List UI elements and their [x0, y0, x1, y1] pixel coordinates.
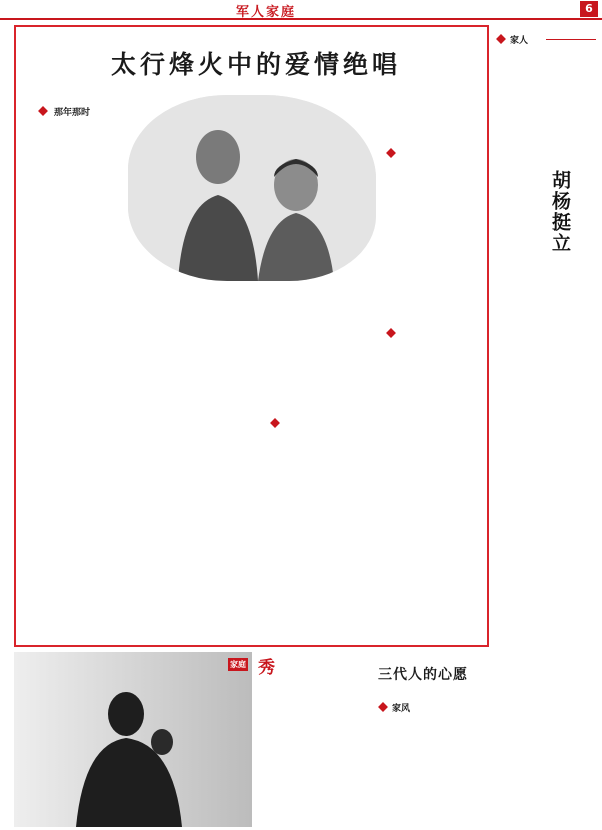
- lower-article-column-1: [322, 716, 460, 828]
- rail-poem-title: 胡杨挺立: [549, 170, 571, 254]
- article-column-1b: [24, 272, 128, 642]
- lower-article-subhead: 家风: [378, 701, 458, 713]
- lower-article-column-2: [464, 700, 598, 828]
- couple-portrait-illustration: [128, 95, 376, 281]
- rail-body-text: [496, 265, 600, 640]
- page-number: 6: [580, 1, 598, 17]
- feature-subhead-1: 那年那时: [38, 105, 90, 117]
- rail-intro-text: [496, 51, 600, 161]
- badge-big-label: 秀: [258, 658, 275, 678]
- article-column-3: [252, 285, 364, 642]
- lower-poem: [258, 680, 318, 790]
- couple-portrait-photo: [128, 95, 376, 281]
- family-silhouette-photo: [14, 652, 252, 827]
- lower-article-title: 三代人的心愿: [378, 667, 468, 683]
- article-column-4: [370, 112, 482, 642]
- right-rail: [494, 25, 602, 647]
- section-name: 军人家庭: [236, 5, 297, 20]
- article-column-1a: [24, 122, 128, 267]
- badge-small-label: 家庭: [230, 660, 246, 669]
- rail-section-label: 家人: [496, 33, 596, 45]
- family-show-badge: [228, 655, 292, 678]
- article-column-2: [134, 285, 246, 642]
- feature-headline: 太行烽火中的爱情绝唱: [110, 50, 401, 79]
- masthead: [0, 0, 602, 20]
- feature-article: [14, 25, 489, 647]
- family-silhouette-illustration: [14, 652, 252, 827]
